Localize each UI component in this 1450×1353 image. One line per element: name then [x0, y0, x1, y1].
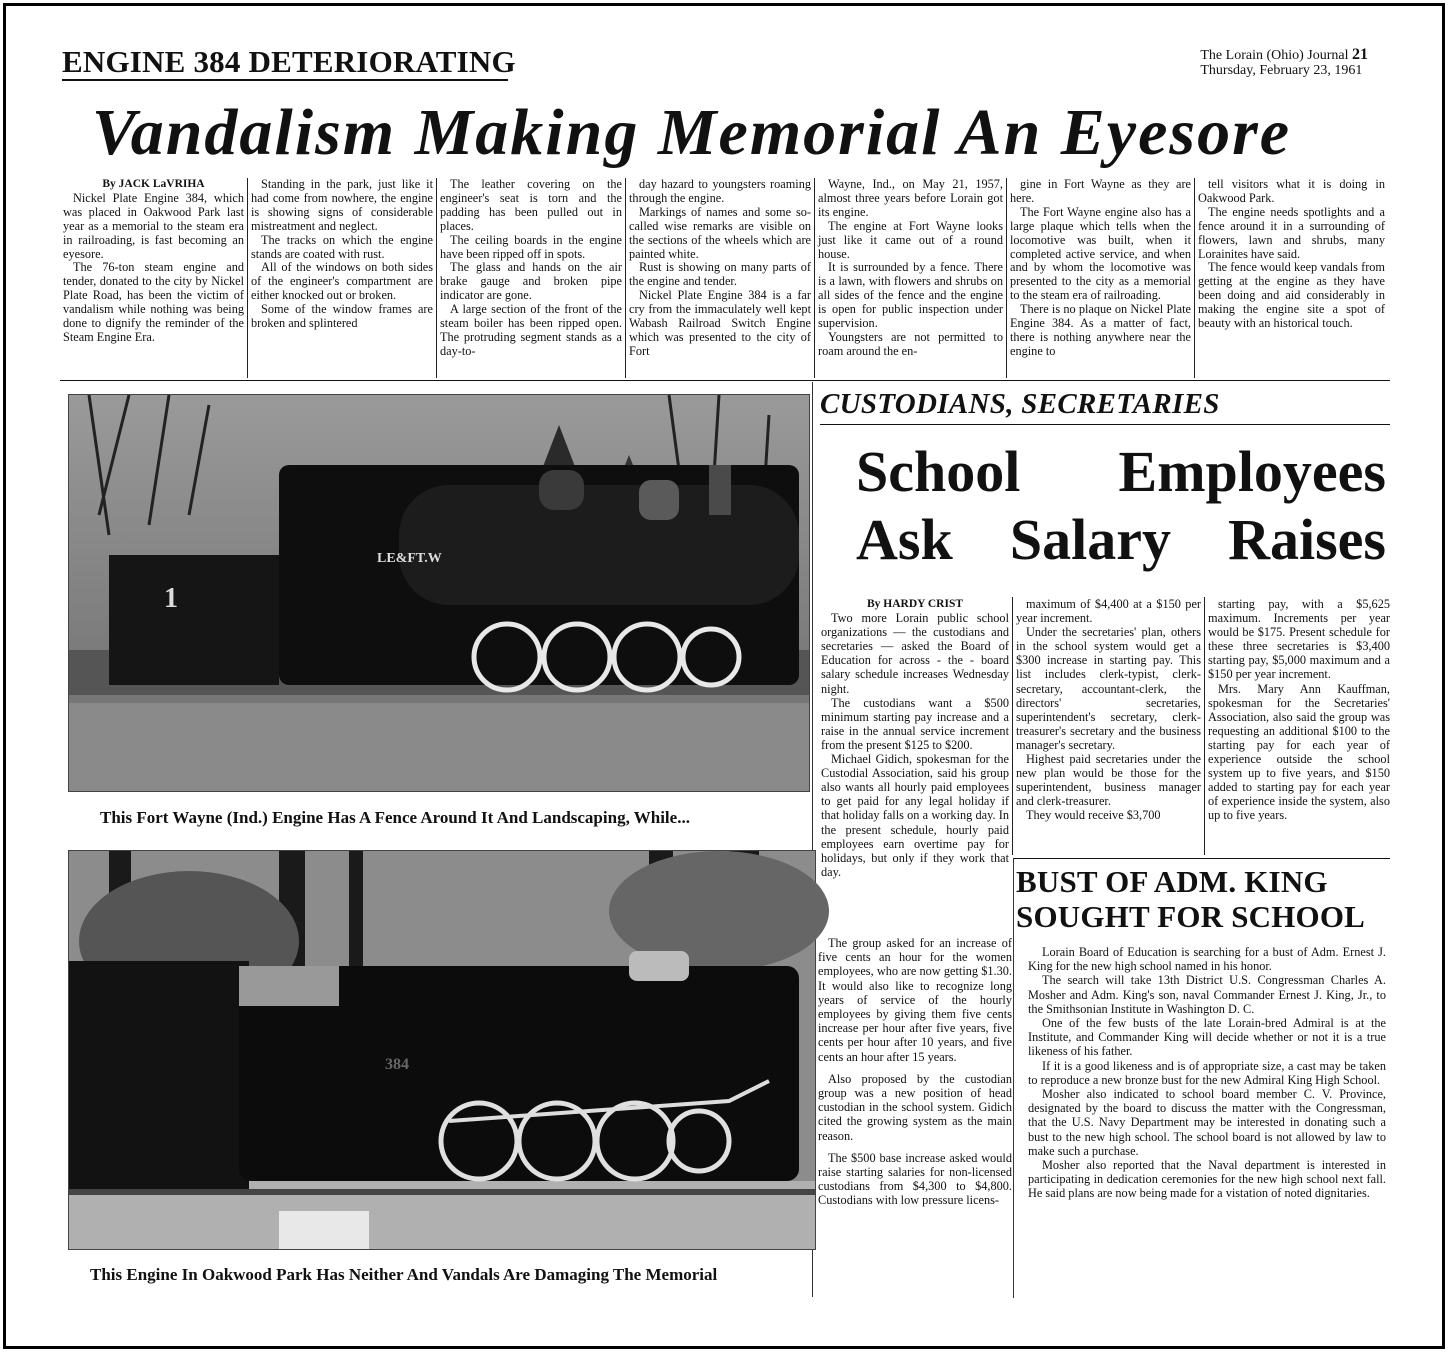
paragraph: Nickel Plate Engine 384 is a far cry from the immaculately well kept Wabash Railroad Switch Engine which was presented to the city of Fort: [629, 288, 811, 358]
fort-wayne-engine-image: [69, 395, 809, 791]
paragraph: Two more Lorain public school organizations — the custodians and secretaries — asked the Board of Education for across - the - board salary schedule increases Wednesday night.: [821, 611, 1009, 696]
headline-line: SOUGHT FOR SCHOOL: [1016, 899, 1366, 934]
article-column: [1194, 178, 1388, 378]
paragraph: The engine needs spotlights and a fence around it in a surrounding of flowers, lawn and shrubs, many Lorainites have said.: [1198, 204, 1385, 261]
paragraph: Lorain Board of Education is searching for a bust of Adm. Ernest J. King for the new high school named in his honor.: [1028, 945, 1386, 974]
bust-headline: [1016, 864, 1365, 934]
paragraph: The glass and hands on the air brake gauge and broken pipe indicator are gone.: [440, 260, 622, 303]
paragraph: There is no plaque on Nickel Plate Engine 384. As a matter of fact, there is nothing anywhere near the engine to: [1010, 302, 1191, 358]
byline: By JACK LaVRIHA: [102, 178, 205, 190]
paragraph: Highest paid secretaries under the new plan would be those for the superintendent, business manager and clerk-treasurer.: [1016, 752, 1201, 809]
kicker-rule: [62, 79, 508, 81]
section-rule: [1014, 858, 1390, 859]
article-column: [436, 178, 625, 378]
paragraph: It is surrounded by a fence. There is a lawn, with flowers and shrubs on all sides of the fence and the engine is open for public inspection under supervision.: [818, 260, 1003, 331]
paragraph: One of the few busts of the late Lorain-bred Admiral is at the Institute, and Commander King will decide whether or not it is a true likeness of his father.: [1028, 1016, 1386, 1059]
paragraph: The 76-ton steam engine and tender, donated to the city by Nickel Plate Road, has been the victim of vandalism while nothing was being done to dignify the reminder of the Steam Engine Era.: [63, 260, 244, 344]
school-article-continued: [818, 858, 1012, 1296]
paragraph: Also proposed by the custodian group was a new position of head custodian in the school system. Gidich cited the growing system as the main reason.: [818, 1071, 1012, 1143]
section-rule: [60, 380, 1390, 381]
paragraph: All of the windows on both sides of the engineer's compartment are either knocked out or broken.: [251, 260, 433, 303]
paragraph: gine in Fort Wayne as they are here.: [1010, 177, 1191, 205]
paragraph: Standing in the park, just like it had come from nowhere, the engine is showing signs of considerable mistreatment and neglect.: [251, 177, 433, 233]
masthead: [1200, 47, 1368, 78]
article-column: [1204, 597, 1393, 855]
paragraph: maximum of $4,400 at a $150 per year increment.: [1016, 597, 1201, 626]
kicker-headline: ENGINE 384 DETERIORATING: [62, 44, 516, 79]
headline-line: BUST OF ADM. KING: [1016, 864, 1328, 899]
article-column: [247, 178, 436, 378]
vertical-rule: [1013, 858, 1014, 1298]
paragraph: The group asked for an increase of five cents an hour for the women employees, who are now getting $1.30. It would also like to recognize long years of service of the hourly employees by giving them five cents increase per hour after five years, five cents per hour after 10 years, and five cents an hour after 15 years.: [818, 936, 1012, 1064]
main-article: [60, 178, 1388, 378]
photo-fort-wayne-engine: [68, 394, 810, 792]
headline-line: Ask Salary Raises: [856, 507, 1386, 572]
paragraph: Markings of names and some so-called wise remarks are visible on the sections of the wheels which are painted white.: [629, 204, 811, 261]
page-number: 21: [1352, 46, 1368, 63]
paragraph: Mrs. Mary Ann Kauffman, spokesman for the Secretaries' Association, also said the group was requesting an additional $100 to the starting pay for each year of experience outside the school system up to five years, and $150 added to starting pay for each year of experience inside the system, also up to five years.: [1208, 681, 1390, 823]
school-article: [818, 597, 1393, 879]
paragraph: starting pay, with a $5,625 maximum. Increments per year would be $175. Present schedule for these three secretaries is $3,400 starting pay, $5,000 maximum and a $150 per year increment.: [1208, 597, 1390, 682]
paragraph: The search will take 13th District U.S. Congressman Charles A. Mosher and Adm. King's son, naval Commander Ernest J. King, Jr., to the Smithsonian Institute in Washington D. C.: [1028, 973, 1386, 1016]
headline-line: School Employees: [856, 439, 1386, 504]
byline: By HARDY CRIST: [866, 598, 964, 610]
issue-date: Thursday, February 23, 1961: [1200, 63, 1363, 78]
paragraph: The ceiling boards in the engine have been ripped off in spots.: [440, 232, 622, 261]
paragraph: tell visitors what it is doing in Oakwood Park.: [1198, 177, 1385, 205]
paragraph: A large section of the front of the steam boiler has been ripped open. The protruding segment stands as a day-to-: [440, 302, 622, 358]
school-headline: [856, 438, 1386, 574]
school-kicker: CUSTODIANS, SECRETARIES: [820, 388, 1220, 420]
paragraph: Rust is showing on many parts of the engine and tender.: [629, 260, 811, 289]
photo-oakwood-engine: [68, 850, 816, 1250]
article-column: [1012, 597, 1204, 855]
bust-article: [1028, 945, 1386, 1290]
paragraph: Mosher also reported that the Naval department is interested in participating in dedication ceremonies for the new high school next fall. He said plans are now being made for a vistation of noted dignitaries.: [1028, 1158, 1386, 1201]
paragraph: Under the secretaries' plan, others in the school system would get a $300 increase in starting pay. This list includes clerk-typist, clerk-secretary, accountant-clerk, the directors' secretaries, superintendent's secretary, clerk-treasurer's secretary and the business manager's secretary.: [1016, 625, 1201, 752]
bottom-photo-caption: This Engine In Oakwood Park Has Neither And Vandals Are Damaging The Memorial: [90, 1265, 718, 1284]
paragraph: The leather covering on the engineer's seat is torn and the padding has been pulled out in places.: [440, 177, 622, 233]
paragraph: The tracks on which the engine stands are coated with rust.: [251, 232, 433, 261]
article-column: [60, 178, 247, 378]
paragraph: If it is a good likeness and is of appropriate size, a cast may be taken to reproduce a new bronze bust for the new Admiral King High School.: [1028, 1058, 1386, 1087]
article-column: [1006, 178, 1194, 378]
engine-number: 384: [385, 1056, 409, 1073]
paragraph: They would receive $3,700: [1026, 808, 1161, 823]
paragraph: Youngsters are not permitted to roam around the en-: [818, 329, 1003, 358]
paragraph: Mosher also indicated to school board member C. V. Province, designated by the board to discuss the matter with the Congressman, that the U.S. Navy Department may be interested in donating such a bust to the new high school. The school board is not allowed by law to make such a purchase.: [1028, 1087, 1386, 1158]
oakwood-engine-image: [69, 851, 815, 1249]
cab-lettering: LE&FT.W: [377, 551, 442, 566]
cab-number: 1: [164, 583, 178, 614]
main-headline: Vandalism Making Memorial An Eyesore: [92, 96, 1292, 169]
paragraph: The custodians want a $500 minimum starting pay increase and a raise in the annual service increment from the present $125 to $200.: [821, 695, 1009, 752]
paragraph: Nickel Plate Engine 384, which was placed in Oakwood Park last year as a memorial to the steam era in railroading, is fast becoming an eyesore.: [63, 190, 244, 261]
paragraph: The fence would keep vandals from getting at the engine as they have been doing and aid considerably in making the engine site a spot of beauty with an historical touch.: [1198, 260, 1385, 331]
kicker-underline: [820, 424, 1390, 425]
paragraph: Michael Gidich, spokesman for the Custodial Association, said his group also wants all hourly paid employees to get paid for any legal holiday if that holiday falls on a working day. In the present schedule, hourly paid employees earn overtime pay for holidays, but only if they work that day.: [821, 752, 1009, 879]
article-column: [625, 178, 814, 378]
paragraph: The $500 base increase asked would raise starting salaries for non-licensed custodians from $4,300 to $4,800. Custodians with low pressure licens-: [818, 1150, 1012, 1208]
top-photo-caption: This Fort Wayne (Ind.) Engine Has A Fence Around It And Landscaping, While...: [100, 808, 690, 827]
paragraph: Some of the window frames are broken and splintered: [251, 302, 433, 331]
paper-name: The Lorain (Ohio) Journal: [1200, 48, 1349, 63]
paragraph: Wayne, Ind., on May 21, 1957, almost three years before Lorain got its engine.: [818, 177, 1003, 219]
paragraph: The engine at Fort Wayne looks just like it came out of a round house.: [818, 218, 1003, 261]
paragraph: day hazard to youngsters roaming through the engine.: [629, 177, 811, 205]
article-column: [814, 178, 1006, 378]
article-column: [818, 597, 1012, 879]
paragraph: The Fort Wayne engine also has a large plaque which tells when the locomotive was built, when it completed active service, and when and by whom the locomotive was presented to the city as a memorial to the steam era of railroading.: [1010, 204, 1191, 303]
